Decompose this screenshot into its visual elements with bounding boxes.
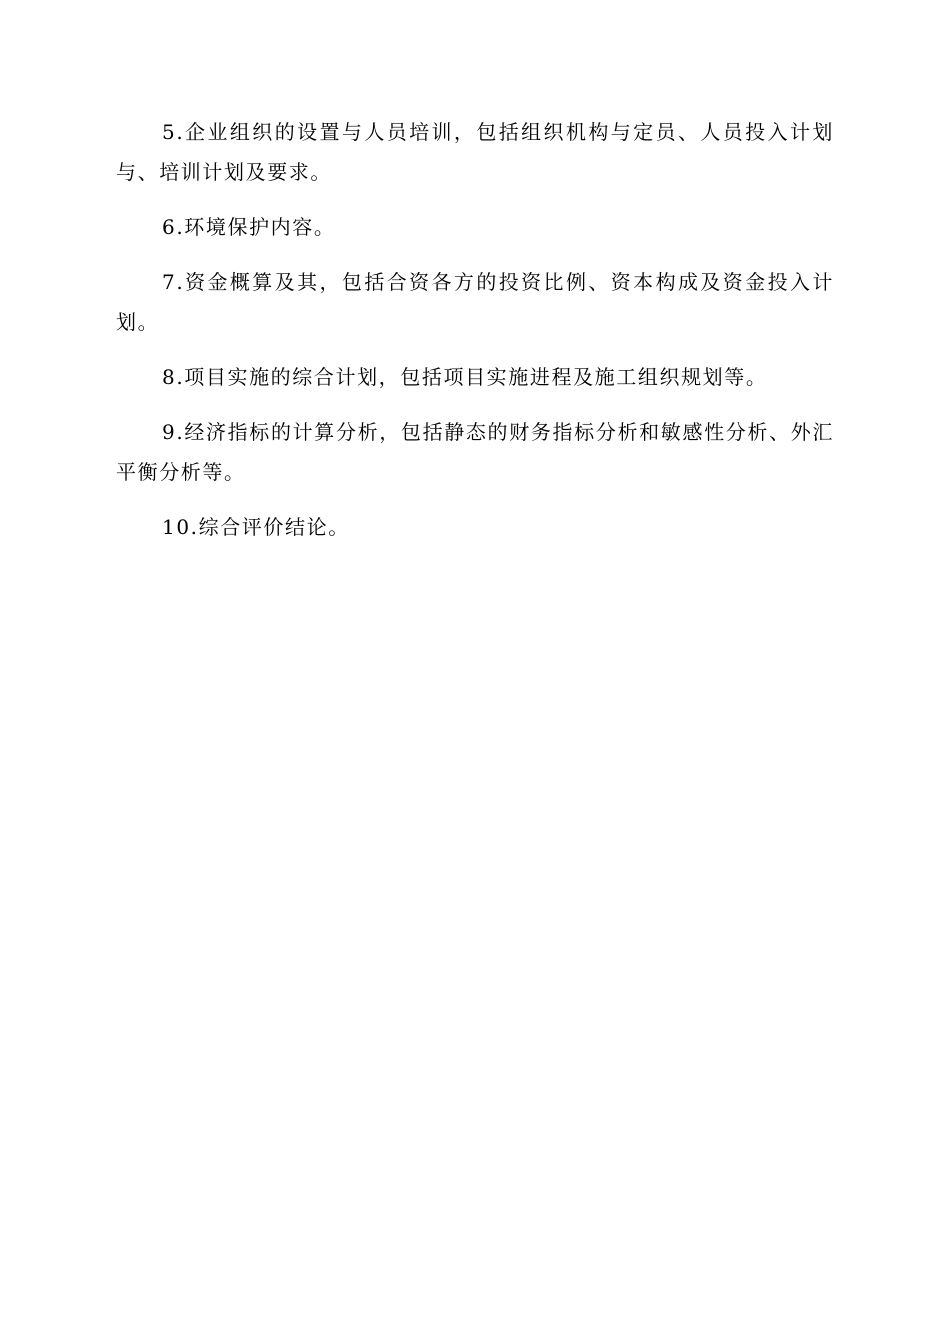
paragraph-item-8: 8.项目实施的综合计划，包括项目实施进程及施工组织规划等。 (162, 365, 768, 389)
paragraph-item-5: 5.企业组织的设置与人员培训，包括组织机构与定员、人员投入计划与、培训计划及要求。 (116, 120, 834, 184)
paragraph-item-10: 10.综合评价结论。 (162, 515, 350, 539)
paragraph-item-7: 7.资金概算及其，包括合资各方的投资比例、资本构成及资金投入计划。 (116, 270, 834, 334)
paragraph-item-9: 9.经济指标的计算分析，包括静态的财务指标分析和敏感性分析、外汇平衡分析等。 (116, 420, 834, 484)
paragraph-item-6: 6.环境保护内容。 (162, 215, 336, 239)
document-body (116, 112, 834, 562)
